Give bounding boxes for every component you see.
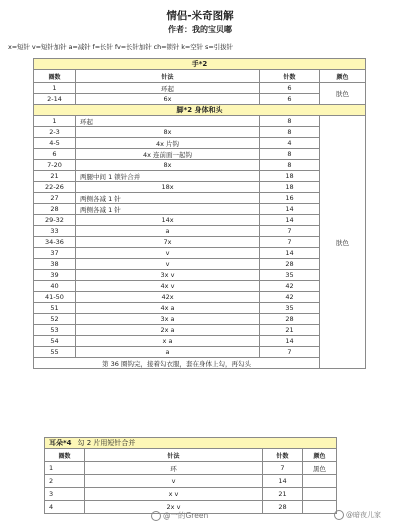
- stitch-cell: 两腿中间 1 锁针合并: [76, 171, 260, 182]
- table-row: [34, 160, 366, 171]
- round-cell: 38: [34, 259, 76, 270]
- section-header-row: [34, 59, 366, 70]
- section-title: 手*2: [34, 59, 366, 70]
- table-row: [34, 149, 366, 160]
- round-cell: 3: [45, 488, 85, 501]
- stitch-cell: 两侧各减 1 针: [76, 193, 260, 204]
- stitch-cell: 2x a: [76, 325, 260, 336]
- table-row: [34, 127, 366, 138]
- count-cell: 18: [260, 171, 320, 182]
- round-cell: 4: [45, 501, 85, 514]
- round-cell: 2: [45, 475, 85, 488]
- stitch-cell: 环起: [76, 116, 260, 127]
- stitch-cell: a: [76, 347, 260, 358]
- section-header-row: [45, 438, 337, 449]
- column-header: 针法: [85, 449, 263, 462]
- count-cell: 7: [263, 462, 303, 475]
- stitch-cell: 4x a: [76, 303, 260, 314]
- round-cell: 21: [34, 171, 76, 182]
- stitch-cell: 6x: [76, 94, 260, 105]
- round-cell: 34-36: [34, 237, 76, 248]
- stitch-cell: v: [76, 259, 260, 270]
- count-cell: 42: [260, 292, 320, 303]
- pattern-table-main: [33, 58, 366, 369]
- round-cell: 2-3: [34, 127, 76, 138]
- count-cell: 6: [260, 83, 320, 94]
- column-header: 颜色: [320, 70, 366, 83]
- color-cell: [303, 488, 337, 501]
- round-cell: 55: [34, 347, 76, 358]
- round-cell: 53: [34, 325, 76, 336]
- round-cell: 33: [34, 226, 76, 237]
- round-cell: 1: [34, 116, 76, 127]
- author-line: 作者：我的宝贝嘟: [168, 25, 232, 34]
- table-row: [45, 488, 337, 501]
- table-row: [34, 259, 366, 270]
- count-cell: 18: [260, 182, 320, 193]
- count-cell: 21: [260, 325, 320, 336]
- table-row: [34, 281, 366, 292]
- table-row: [34, 116, 366, 127]
- stitch-cell: a: [76, 226, 260, 237]
- count-cell: 4: [260, 138, 320, 149]
- round-cell: 51: [34, 303, 76, 314]
- color-cell: 肤色: [320, 83, 366, 105]
- table-row: [34, 270, 366, 281]
- round-cell: 22-26: [34, 182, 76, 193]
- weibo-icon: [334, 510, 344, 520]
- count-cell: 35: [260, 303, 320, 314]
- table-row: [34, 215, 366, 226]
- table-row: [34, 94, 366, 105]
- stitch-legend: x=短针 v=短针加针 a=减针 f=长针 fv=长针加针 ch=锁针 k=空针 s=引拔针: [8, 43, 233, 51]
- column-header: 颜色: [303, 449, 337, 462]
- count-cell: 8: [260, 160, 320, 171]
- stitch-cell: 18x: [76, 182, 260, 193]
- note-cell: 第 36 圈钩完，接着勾衣服，套在身体上勾，再勾头: [34, 358, 320, 369]
- stitch-cell: x a: [76, 336, 260, 347]
- watermark-right: @暗夜儿家: [334, 510, 381, 520]
- round-cell: 52: [34, 314, 76, 325]
- round-cell: 39: [34, 270, 76, 281]
- color-cell: [303, 475, 337, 488]
- stitch-cell: 8x: [76, 127, 260, 138]
- count-cell: 21: [263, 488, 303, 501]
- stitch-cell: 42x: [76, 292, 260, 303]
- stitch-cell: 14x: [76, 215, 260, 226]
- color-cell: 肤色: [320, 116, 366, 369]
- stitch-cell: 4x 片钩: [76, 138, 260, 149]
- table-row: [34, 204, 366, 215]
- color-cell: 黑色: [303, 462, 337, 475]
- color-cell: [303, 501, 337, 514]
- table-row: [34, 248, 366, 259]
- round-cell: 27: [34, 193, 76, 204]
- column-header: 针数: [263, 449, 303, 462]
- count-cell: 8: [260, 149, 320, 160]
- stitch-cell: 4x 连前面一起钩: [76, 149, 260, 160]
- table-row: [34, 314, 366, 325]
- round-cell: 28: [34, 204, 76, 215]
- count-cell: 7: [260, 347, 320, 358]
- table-row: [34, 182, 366, 193]
- round-cell: 7-20: [34, 160, 76, 171]
- stitch-cell: 3x a: [76, 314, 260, 325]
- round-cell: 6: [34, 149, 76, 160]
- stitch-cell: 3x v: [76, 270, 260, 281]
- count-cell: 42: [260, 281, 320, 292]
- count-cell: 28: [260, 259, 320, 270]
- section-title-note: 勾 2 片用短针合并: [77, 439, 136, 447]
- column-header: 针数: [260, 70, 320, 83]
- round-cell: 1: [34, 83, 76, 94]
- stitch-cell: 2x v: [85, 501, 263, 514]
- round-cell: 1: [45, 462, 85, 475]
- table-row: [34, 138, 366, 149]
- table-row: [34, 171, 366, 182]
- watermark-left: @一的Green: [151, 510, 208, 521]
- count-cell: 7: [260, 226, 320, 237]
- section-header-row: [34, 105, 366, 116]
- round-cell: 41-50: [34, 292, 76, 303]
- table-row: [34, 292, 366, 303]
- count-cell: 16: [260, 193, 320, 204]
- column-header-row: [45, 449, 337, 462]
- table-row: [34, 83, 366, 94]
- count-cell: 14: [260, 215, 320, 226]
- note-row: [34, 358, 366, 369]
- table-row: [34, 347, 366, 358]
- section-title: 脚*2 身体和头: [34, 105, 366, 116]
- count-cell: 14: [263, 475, 303, 488]
- count-cell: 14: [260, 336, 320, 347]
- round-cell: 4-5: [34, 138, 76, 149]
- table-row: [34, 303, 366, 314]
- round-cell: 54: [34, 336, 76, 347]
- count-cell: 28: [263, 501, 303, 514]
- column-header: 圈数: [45, 449, 85, 462]
- count-cell: 6: [260, 94, 320, 105]
- round-cell: 40: [34, 281, 76, 292]
- column-header-row: [34, 70, 366, 83]
- column-header: 针法: [76, 70, 260, 83]
- round-cell: 2-14: [34, 94, 76, 105]
- count-cell: 14: [260, 204, 320, 215]
- count-cell: 35: [260, 270, 320, 281]
- stitch-cell: v: [76, 248, 260, 259]
- stitch-cell: 7x: [76, 237, 260, 248]
- stitch-cell: 环: [85, 462, 263, 475]
- table-row: [34, 237, 366, 248]
- table-row: [34, 226, 366, 237]
- table-row: [34, 336, 366, 347]
- section-title: [45, 438, 337, 449]
- round-cell: 29-32: [34, 215, 76, 226]
- count-cell: 7: [260, 237, 320, 248]
- stitch-cell: v: [85, 475, 263, 488]
- count-cell: 8: [260, 127, 320, 138]
- table-row: [45, 462, 337, 475]
- table-row: [45, 475, 337, 488]
- round-cell: 37: [34, 248, 76, 259]
- page-title: 情侣-米奇图解: [166, 10, 234, 22]
- table-row: [34, 193, 366, 204]
- stitch-cell: 8x: [76, 160, 260, 171]
- stitch-cell: 两侧各减 1 针: [76, 204, 260, 215]
- section-title-main: 耳朵*4: [49, 439, 72, 447]
- pattern-table-ears: [44, 437, 337, 514]
- count-cell: 28: [260, 314, 320, 325]
- count-cell: 14: [260, 248, 320, 259]
- weibo-icon: [151, 511, 161, 521]
- column-header: 圈数: [34, 70, 76, 83]
- count-cell: 8: [260, 116, 320, 127]
- stitch-cell: x v: [85, 488, 263, 501]
- table-row: [34, 325, 366, 336]
- stitch-cell: 环起: [76, 83, 260, 94]
- stitch-cell: 4x v: [76, 281, 260, 292]
